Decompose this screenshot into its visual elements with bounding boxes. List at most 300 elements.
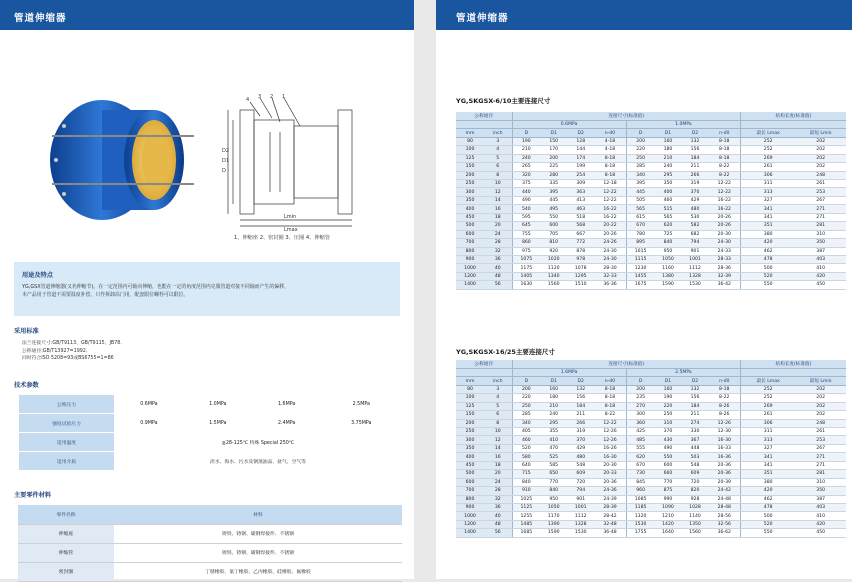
table-cell: 210 <box>540 402 567 410</box>
table-cell: 24-30 <box>594 247 626 255</box>
table-cell: 1405 <box>512 272 540 280</box>
table-cell: 20-22 <box>594 222 626 230</box>
table-cell: 1020 <box>540 255 567 263</box>
table-row <box>19 414 402 433</box>
table-cell: 1485 <box>512 520 540 528</box>
table-cell: 1380 <box>654 272 681 280</box>
use-title: 用途及特点 <box>22 272 53 279</box>
table-cell: 355 <box>540 428 567 436</box>
table-cell: 327 <box>741 444 796 452</box>
pressure-header: 2.5MPa <box>626 368 740 376</box>
table-cell: 48 <box>484 520 512 528</box>
table-cell: 341 <box>741 205 796 213</box>
column-header: 最长 Lmax <box>741 377 796 385</box>
param-cell: 1.6MPa <box>252 395 321 414</box>
table-cell: 920 <box>540 247 567 255</box>
table-cell: 271 <box>795 461 846 469</box>
param-cell: 1.5MPa <box>183 414 252 433</box>
table-cell: 1085 <box>626 495 654 503</box>
table-cell: 28 <box>484 487 512 495</box>
table2-title: YG,SKGSX-16/25主要连接尺寸 <box>456 348 555 356</box>
table-row <box>19 452 402 471</box>
table-cell: 503 <box>681 453 708 461</box>
table-cell: 840 <box>654 239 681 247</box>
column-header: mm <box>456 129 484 137</box>
table-cell: 620 <box>654 222 681 230</box>
table-cell: 267 <box>795 444 846 452</box>
table-cell: 1200 <box>456 272 484 280</box>
table-cell: 1000 <box>456 512 484 520</box>
table-cell: 310 <box>795 230 846 238</box>
table-cell: 341 <box>741 461 796 469</box>
table-row <box>18 543 402 562</box>
blank-header <box>456 368 512 376</box>
table-cell: 319 <box>681 180 708 188</box>
table-row <box>456 436 846 444</box>
table-cell: 40 <box>484 264 512 272</box>
table-cell: 1420 <box>654 520 681 528</box>
table-cell: 1000 <box>456 264 484 272</box>
table-cell: 600 <box>456 230 484 238</box>
table-header-row <box>456 112 846 120</box>
table-cell: 311 <box>741 180 796 188</box>
table-cell: 901 <box>567 495 594 503</box>
table-cell: 313 <box>741 436 796 444</box>
table-cell: 18 <box>484 213 512 221</box>
table-cell: 235 <box>626 394 654 402</box>
table-cell: 1255 <box>512 512 540 520</box>
table-cell: 24 <box>484 478 512 486</box>
table-cell: 28-56 <box>709 512 741 520</box>
table-cell: 650 <box>540 470 567 478</box>
table-cell: 100 <box>456 146 484 154</box>
table-cell: 341 <box>741 213 796 221</box>
table-cell: 20 <box>484 470 512 478</box>
table-cell: 1210 <box>654 512 681 520</box>
table-cell: 24-30 <box>594 255 626 263</box>
table-cell: 500 <box>741 264 796 272</box>
table-cell: 20-36 <box>709 461 741 469</box>
table-cell: 403 <box>795 503 846 511</box>
table-header-row <box>456 368 846 376</box>
table-cell: 370 <box>654 428 681 436</box>
table-cell: 1170 <box>540 512 567 520</box>
table-cell: 132 <box>681 385 708 393</box>
part-name: 伸缩座 <box>18 524 114 543</box>
table-cell: 240 <box>512 154 540 162</box>
table-cell: 420 <box>741 487 796 495</box>
table-cell: 450 <box>795 529 846 537</box>
table-cell: 4-18 <box>594 137 626 145</box>
table-cell: 14 <box>484 196 512 204</box>
table-cell: 170 <box>540 146 567 154</box>
table-cell: 878 <box>567 247 594 255</box>
table-cell: 840 <box>512 478 540 486</box>
table-row <box>456 478 846 486</box>
table-cell: 800 <box>456 247 484 255</box>
table-cell: 202 <box>795 402 846 410</box>
table-cell: 5 <box>484 154 512 162</box>
table-cell: 8-18 <box>594 154 626 162</box>
table-cell: 160 <box>540 385 567 393</box>
table-cell: 515 <box>654 205 681 213</box>
table-cell: 895 <box>626 239 654 247</box>
table-cell: 240 <box>540 411 567 419</box>
label-2: 2 <box>270 94 274 100</box>
table-cell: 518 <box>567 213 594 221</box>
table-cell: 20 <box>484 222 512 230</box>
table-row <box>456 402 846 410</box>
table-cell: 470 <box>540 444 567 452</box>
table-cell: 430 <box>654 436 681 444</box>
materials-title: 主要零件材料 <box>14 492 52 499</box>
label-lmax: Lmax <box>284 227 298 232</box>
table-header-row <box>18 505 402 524</box>
table-cell: 1590 <box>654 281 681 289</box>
table-cell: 8 <box>484 419 512 427</box>
table-cell: 1050 <box>540 503 567 511</box>
table-cell: 1590 <box>540 529 567 537</box>
table-cell: 370 <box>681 188 708 196</box>
table-cell: 252 <box>741 394 796 402</box>
table-cell: 8-18 <box>709 146 741 154</box>
table-cell: 500 <box>456 470 484 478</box>
struct-header: 结构长度(标准值) <box>741 360 846 368</box>
table-cell: 550 <box>654 453 681 461</box>
column-header: inch <box>484 129 512 137</box>
table-cell: 420 <box>795 272 846 280</box>
table-cell: 1112 <box>681 264 708 272</box>
table-cell: 250 <box>654 411 681 419</box>
table-cell: 8-22 <box>709 163 741 171</box>
table-cell: 295 <box>540 419 567 427</box>
table-cell: 20-26 <box>709 222 741 230</box>
table-row <box>456 222 846 230</box>
table-row <box>456 196 846 204</box>
diagram-caption: 1、伸缩座 2、密封圈 3、压圈 4、伸缩管 <box>234 235 330 241</box>
table-cell: 12-26 <box>594 436 626 444</box>
table-cell: 24-39 <box>594 495 626 503</box>
table-cell: 772 <box>567 239 594 247</box>
table-cell: 200 <box>626 385 654 393</box>
table-cell: 144 <box>567 146 594 154</box>
table-cell: 36 <box>484 255 512 263</box>
table-cell: 252 <box>741 146 796 154</box>
part-material: 丁腈橡胶、氯丁橡胶、乙丙橡胶、硅橡胶、氟橡胶 <box>114 562 402 581</box>
expansion-joint-photo <box>44 96 194 224</box>
table-cell: 200 <box>540 154 567 162</box>
label-4: 4 <box>246 97 250 103</box>
table-cell: 525 <box>540 453 567 461</box>
blank-header <box>741 368 846 376</box>
table-cell: 32-48 <box>594 520 626 528</box>
table-cell: 28 <box>484 239 512 247</box>
use-line-2: 本产品用于管道不需要温度补偿，只作拆卸高门用，配套限位螺栓可以限位。 <box>22 292 189 298</box>
label-d: D <box>222 168 226 174</box>
table-cell: 8-26 <box>709 402 741 410</box>
param-cell: 淡水、海水、污水及钢蒸油品、盐气、空气等 <box>115 452 402 471</box>
table-cell: 495 <box>540 205 567 213</box>
table-cell: 8-18 <box>709 385 741 393</box>
table-cell: 715 <box>512 470 540 478</box>
table-cell: 1015 <box>626 247 654 255</box>
table-cell: 420 <box>741 239 796 247</box>
params-table <box>18 394 402 471</box>
column-header: 最短 Lmin <box>795 129 846 137</box>
table-cell: 24-33 <box>709 247 741 255</box>
table-cell: 730 <box>626 470 654 478</box>
table-cell: 211 <box>681 411 708 419</box>
table-cell: 12-22 <box>594 188 626 196</box>
standard-title: 采用标准 <box>14 328 39 335</box>
table-row <box>456 419 846 427</box>
table-cell: 1140 <box>681 512 708 520</box>
table-cell: 4-18 <box>594 146 626 154</box>
column-header: D <box>626 377 654 385</box>
table-cell: 16-22 <box>709 205 741 213</box>
param-cell: 3.75MPa <box>321 414 401 433</box>
page-header: 管道伸缩器 <box>0 0 414 30</box>
table-row <box>19 395 402 414</box>
table-cell: 211 <box>681 163 708 171</box>
table-cell: 261 <box>741 411 796 419</box>
table-cell: 125 <box>456 402 484 410</box>
table-cell: 395 <box>540 188 567 196</box>
table-cell: 271 <box>795 213 846 221</box>
table-cell: 8-18 <box>594 171 626 179</box>
column-header: n-d0 <box>709 129 741 137</box>
table-cell: 313 <box>741 188 796 196</box>
param-label: 公称压力 <box>19 395 115 414</box>
table-cell: 150 <box>456 411 484 419</box>
param-label: 强度试验压力 <box>19 414 115 433</box>
table-cell: 8-18 <box>594 385 626 393</box>
table-cell: 550 <box>540 213 567 221</box>
table-cell: 320 <box>512 171 540 179</box>
table-row <box>456 281 846 289</box>
table-cell: 1640 <box>654 529 681 537</box>
table-cell: 910 <box>512 487 540 495</box>
table-cell: 480 <box>567 453 594 461</box>
table-cell: 32-39 <box>709 272 741 280</box>
table-cell: 1050 <box>654 255 681 263</box>
table-cell: 978 <box>567 255 594 263</box>
table-cell: 4 <box>484 394 512 402</box>
table-cell: 32-33 <box>594 272 626 280</box>
part-material: 铸铁、铸钢、碳钢焊接件、不锈钢 <box>114 543 402 562</box>
table-cell: 1115 <box>626 255 654 263</box>
table-cell: 1001 <box>567 503 594 511</box>
table-cell: 340 <box>626 171 654 179</box>
table-row <box>456 411 846 419</box>
column-header: D <box>626 129 654 137</box>
table-cell: 380 <box>741 230 796 238</box>
table-cell: 184 <box>681 402 708 410</box>
table-cell: 20-36 <box>594 478 626 486</box>
param-cell: 2.4MPa <box>252 414 321 433</box>
table-cell: 350 <box>795 487 846 495</box>
table-row <box>456 255 846 263</box>
table-cell: 285 <box>626 163 654 171</box>
table-cell: 375 <box>512 180 540 188</box>
table-cell: 450 <box>456 461 484 469</box>
table-cell: 8-18 <box>594 394 626 402</box>
table-cell: 445 <box>540 196 567 204</box>
label-d1: D1 <box>222 158 230 164</box>
table-cell: 14 <box>484 444 512 452</box>
table-cell: 400 <box>456 205 484 213</box>
table-cell: 351 <box>741 222 796 230</box>
table-cell: 200 <box>456 171 484 179</box>
table-cell: 387 <box>795 247 846 255</box>
table-cell: 12 <box>484 188 512 196</box>
table-cell: 8-22 <box>594 411 626 419</box>
table-cell: 16-22 <box>594 205 626 213</box>
table-cell: 960 <box>626 487 654 495</box>
table-cell: 520 <box>741 272 796 280</box>
table-cell: 20-26 <box>594 230 626 238</box>
table-cell: 100 <box>456 394 484 402</box>
table-cell: 56 <box>484 281 512 289</box>
table-cell: 202 <box>795 146 846 154</box>
table-cell: 1090 <box>654 503 681 511</box>
table-cell: 285 <box>512 411 540 419</box>
table-cell: 240 <box>654 163 681 171</box>
table-cell: 261 <box>795 180 846 188</box>
table-cell: 266 <box>567 419 594 427</box>
table-cell: 20-30 <box>594 461 626 469</box>
table-cell: 1560 <box>681 529 708 537</box>
table-cell: 36-36 <box>594 281 626 289</box>
label-lmin: Lmin <box>284 214 297 220</box>
table-cell: 720 <box>681 478 708 486</box>
table-cell: 928 <box>681 495 708 503</box>
table-cell: 615 <box>626 213 654 221</box>
table-cell: 40 <box>484 512 512 520</box>
table-cell: 1400 <box>456 281 484 289</box>
table-cell: 370 <box>567 436 594 444</box>
table-cell: 1160 <box>654 264 681 272</box>
table-cell: 10 <box>484 180 512 188</box>
pressure-header: 1.0MPa <box>626 120 740 128</box>
table-cell: 1685 <box>512 529 540 537</box>
table-cell: 413 <box>567 196 594 204</box>
table-cell: 24-30 <box>709 239 741 247</box>
table-cell: 28-39 <box>594 503 626 511</box>
table-row <box>18 562 402 581</box>
table-cell: 505 <box>626 196 654 204</box>
table-cell: 1390 <box>540 520 567 528</box>
table-header-row <box>456 377 846 385</box>
table-cell: 210 <box>654 154 681 162</box>
table-cell: 184 <box>681 154 708 162</box>
table-cell: 190 <box>512 137 540 145</box>
table-cell: 220 <box>654 402 681 410</box>
param-cell: 0.9MPa <box>115 414 184 433</box>
table-cell: 335 <box>540 180 567 188</box>
table-cell: 620 <box>626 453 654 461</box>
table-cell: 12 <box>484 436 512 444</box>
part-name: 伸缩管 <box>18 543 114 562</box>
table-cell: 975 <box>512 247 540 255</box>
table-cell: 1530 <box>567 529 594 537</box>
table-cell: 16-36 <box>709 453 741 461</box>
table-cell: 1755 <box>626 529 654 537</box>
table-cell: 184 <box>567 402 594 410</box>
table-cell: 202 <box>795 163 846 171</box>
table-cell: 705 <box>540 230 567 238</box>
table-cell: 1025 <box>512 495 540 503</box>
table-cell: 12-26 <box>594 428 626 436</box>
table-cell: 580 <box>512 453 540 461</box>
table-cell: 490 <box>654 444 681 452</box>
table-cell: 220 <box>512 394 540 402</box>
table-cell: 670 <box>626 222 654 230</box>
table-cell: 12-22 <box>594 196 626 204</box>
table-row <box>456 428 846 436</box>
table-cell: 1675 <box>626 281 654 289</box>
table-row <box>456 461 846 469</box>
table-cell: 1510 <box>567 281 594 289</box>
table-cell: 306 <box>741 419 796 427</box>
table-cell: 16-26 <box>594 444 626 452</box>
table1-title: YG,SKGSX-6/10主要连接尺寸 <box>456 97 551 105</box>
table-cell: 20-39 <box>709 478 741 486</box>
column-header: n-d0 <box>709 377 741 385</box>
part-material: 铸铁、铸钢、碳钢焊接件、不锈钢 <box>114 524 402 543</box>
table-cell: 565 <box>626 205 654 213</box>
table-cell: 174 <box>567 154 594 162</box>
conn-header: 连接尺寸(标准值) <box>512 360 741 368</box>
table-cell: 400 <box>456 453 484 461</box>
use-section <box>14 262 400 316</box>
table-cell: 202 <box>795 411 846 419</box>
table-cell: 810 <box>540 239 567 247</box>
table-cell: 20-26 <box>709 213 741 221</box>
table-row <box>456 495 846 503</box>
table-cell: 20-36 <box>709 470 741 478</box>
table-cell: 24-26 <box>594 239 626 247</box>
table-cell: 500 <box>741 512 796 520</box>
table-cell: 387 <box>795 495 846 503</box>
table-cell: 1125 <box>512 503 540 511</box>
table-cell: 269 <box>741 154 796 162</box>
table-cell: 1075 <box>512 255 540 263</box>
param-cell: ≦28-125℃ 特殊 Special 250℃ <box>115 433 402 452</box>
table-row <box>456 394 846 402</box>
table-cell: 8-18 <box>709 154 741 162</box>
table-cell: 150 <box>456 163 484 171</box>
table-cell: 645 <box>512 222 540 230</box>
table-cell: 8-18 <box>594 163 626 171</box>
table-cell: 80 <box>456 137 484 145</box>
table-cell: 548 <box>567 461 594 469</box>
table-cell: 800 <box>456 495 484 503</box>
table-cell: 3 <box>484 137 512 145</box>
table-cell: 253 <box>795 188 846 196</box>
table-cell: 128 <box>567 137 594 145</box>
blank-header <box>456 120 512 128</box>
table-row <box>456 247 846 255</box>
table-row <box>456 188 846 196</box>
table-cell: 36 <box>484 503 512 511</box>
table-cell: 1230 <box>626 264 654 272</box>
table-cell: 585 <box>540 461 567 469</box>
table-cell: 12-22 <box>594 419 626 427</box>
table-row <box>456 385 846 393</box>
table-cell: 1530 <box>681 281 708 289</box>
table-cell: 12-18 <box>594 180 626 188</box>
